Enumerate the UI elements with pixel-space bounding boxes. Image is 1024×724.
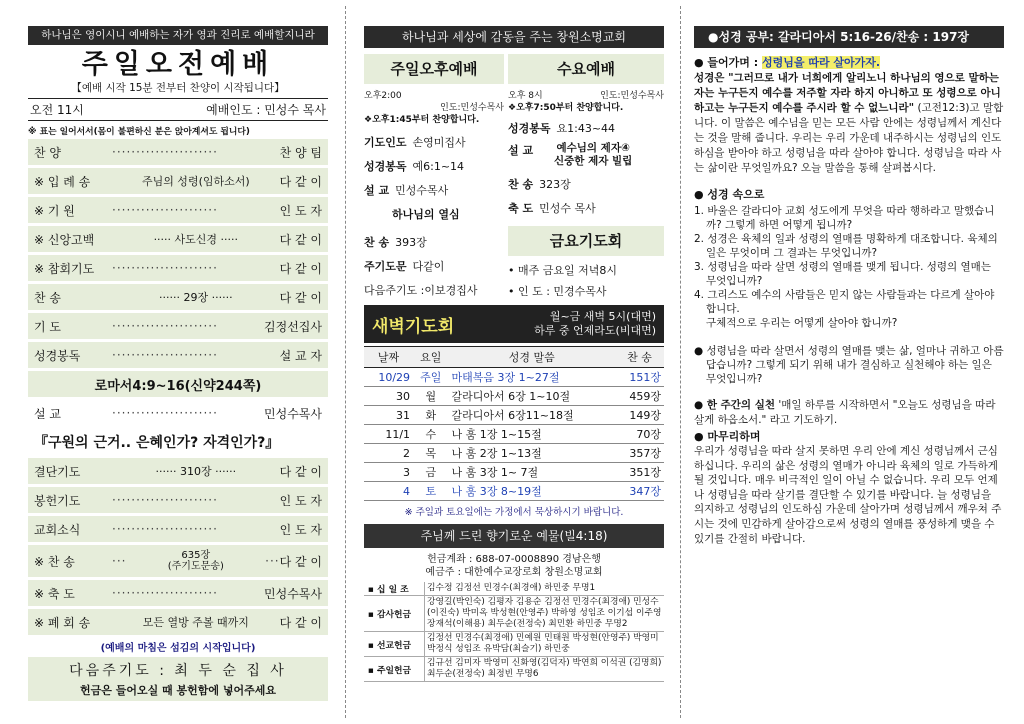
column-divider bbox=[345, 6, 346, 718]
bible-study-column bbox=[694, 0, 1004, 724]
bank-account: 헌금계좌 : 688-07-0008890 경남은행 예금주 : 대한예수교장로회 창원소명교회 bbox=[425, 554, 603, 578]
sunday-afternoon-panel: 주일오후예배 오후2:00 인도:민성수목사 ❖오후1:45부터 찬양합니다. 기도인도 손영미집사 성경봉독 예6:1~14 설 교 민성수목사 하나님의 열심 찬 송 393장 주기도문 다같이 다음주기도 :이보경집사 bbox=[364, 54, 504, 299]
offering-title: 주님께 드린 향기로운 예물(빌4:18) bbox=[364, 524, 664, 548]
order-item: 결단기도 ······ 310장 ······ 다 같 이 bbox=[28, 458, 328, 484]
inside-heading: ● 성경 속으로 bbox=[694, 188, 765, 201]
scripture-reference: 로마서4:9~16(신약244쪽) bbox=[28, 371, 328, 397]
closing-message: (예배의 마침은 섬김의 시작입니다) bbox=[100, 643, 256, 654]
order-item: ※ 찬 송 ··· 635장 (주기도문송) ··· 다 같 이 bbox=[28, 545, 328, 577]
offering-row: ▪ 주일헌금 김규선 김미자 박영미 신화영(김덕자) 박연희 이석권 (김명희) 최두순(전정숙) 최정빈 무명6 bbox=[364, 657, 664, 682]
service-leader: 예배인도 : 민성수 목사 bbox=[206, 103, 326, 117]
table-row: 4 토 나 훔 3장 8~19절 347장 bbox=[364, 482, 664, 501]
subtitle: 【예배 시작 15분 전부터 찬양이 시작됩니다】 bbox=[71, 82, 285, 94]
order-item: 찬 송 ······ 29장 ······ 다 같 이 bbox=[28, 284, 328, 310]
order-item: 찬 양 ······················ 찬 양 팀 bbox=[28, 139, 328, 165]
standing-note: ※ 표는 일어서서(몸이 불편하신 분은 앉아계셔도 됩니다) bbox=[28, 127, 250, 137]
order-item: ※ 입 례 송 주님의 성령(임하소서) 다 같 이 bbox=[28, 168, 328, 194]
friday-prayer-title: 금요기도회 bbox=[508, 226, 664, 256]
sermon-title: 『구원의 근거.. 은혜인가? 자격인가?』 bbox=[28, 429, 328, 455]
order-item: 성경봉독 ······················ 설 교 자 bbox=[28, 342, 328, 368]
reflection-bullet: ● 성령님을 따라 살면서 성령의 열매를 맺는 삶, 얼마나 귀하고 아름답습니까? 그렇게 되기 위해 내가 결심하고 실천해야 하는 일은 무엇입니까? bbox=[694, 345, 1004, 385]
order-item: 기 도 ······················ 김정선집사 bbox=[28, 313, 328, 339]
offering-row: ▪ 십 일 조 김수정 김정선 민경수(최경애) 하민중 무명1 bbox=[364, 582, 664, 596]
next-prayer: 다음주기도 : 최 두 순 집 사 bbox=[69, 663, 287, 679]
table-row: 10/29 주일 마태복음 3장 1~27절 151장 bbox=[364, 368, 664, 387]
study-question: 2. 성경은 육체의 일과 성령의 열매를 명확하게 대조합니다. 육체의 일은 무엇이며 그 결과는 무엇입니까? bbox=[694, 233, 998, 259]
weekly-practice: ● 한 주간의 실천 '매일 하루를 시작하면서 "오늘도 성령님을 따라 살게 하옵소서." 라고 기도하기. bbox=[694, 399, 996, 426]
order-item: ※ 기 원 ······················ 인 도 자 bbox=[28, 197, 328, 223]
reading-schedule-table: 날짜 요일 성경 말씀 찬 송 10/29 주일 마태복음 3장 1~27절 151장 30 월 갈라디아서 6장 1~10절 459장 31 화 갈라디아서 6장11~18절 149장 11/1 수 나 훔 1장 1~15절 70장 2 목 나 훔 2장 1~13절 357장 3 금 나 훔 3장 1~ 7절 351장 4 토 나 훔 3장 8~19절 347장 bbox=[364, 346, 664, 501]
verse-banner: 하나님은 영이시니 예배하는 자가 영과 진리로 예배할지니라 bbox=[28, 26, 328, 45]
table-row: 31 화 갈라디아서 6장11~18절 149장 bbox=[364, 406, 664, 425]
column-divider bbox=[680, 6, 681, 718]
offering-list bbox=[364, 582, 664, 682]
order-item: ※ 축 도 ······················ 민성수목사 bbox=[28, 580, 328, 606]
table-row: 11/1 수 나 훔 1장 1~15절 70장 bbox=[364, 425, 664, 444]
service-header bbox=[28, 98, 328, 121]
weekly-services-column bbox=[364, 0, 664, 724]
order-item: ※ 신앙고백 ····· 사도신경 ····· 다 같 이 bbox=[28, 226, 328, 252]
study-question: 1. 바울은 갈라디아 교회 성도에게 무엇을 따라 행하라고 말했습니까? 그렇게 하면 어떻게 됩니까? bbox=[694, 205, 995, 231]
table-row: 2 목 나 훔 2장 1~13절 357장 bbox=[364, 444, 664, 463]
dawn-prayer-header: 새벽기도회 월~금 새벽 5시(대면) 하루 중 언제라도(비대면) bbox=[364, 305, 664, 343]
study-banner: ●성경 공부: 갈라디아서 5:16-26/찬송 : 197장 bbox=[694, 26, 1004, 48]
study-question: 4. 그리스도 예수의 사람들은 믿지 않는 사람들과는 다르게 살아야 합니다. bbox=[694, 289, 995, 315]
order-item: 봉헌기도 ······················ 인 도 자 bbox=[28, 487, 328, 513]
question-4-followup: 구체적으로 우리는 어떻게 살아야 합니까? bbox=[706, 317, 898, 329]
wednesday-panel: 수요예배 오후 8시 인도:민성수목사 ❖오후7:50부터 찬양합니다. 성경봉독 요1:43~44 설 교 예수님의 제자④ 신중한 제자 빌립 찬 송 323장 축 도 민성수 목사 금요기도회 • 매주 금요일 저녁8시 • 인 도 : 민경수목사 bbox=[508, 54, 664, 299]
study-question: 3. 성령님을 따라 살면 성령의 열매를 맺게 됩니다. 성령의 열매는 무엇입니까? bbox=[694, 261, 991, 287]
order-item: ※ 폐 회 송 모든 열방 주볼 때까지 다 같 이 bbox=[28, 609, 328, 635]
closing-text: 우리가 성령님을 따라 살지 못하면 우리 안에 계신 성령님께서 근심하십니다. 우리의 삶은 성령의 열매가 아니라 육체의 일로 가득하게 될 것입니다. 매우 비극적인 일이 아닐 수 없습니다. 우리 모두 언제나 성령님을 따라 살기를 결단할 수 있기를 바랍니다. 늘 성령님을 의지하고 성령님의 인도하심 가운데 살아가며 성령님께서 깨우쳐 주시는 것에 민감하게 살아감으로써 성령의 열매를 풍성하게 맺을 수 있기를 간절히 바랍니다. bbox=[694, 445, 1002, 545]
morning-service-column bbox=[28, 0, 328, 724]
footer-box bbox=[28, 657, 328, 701]
order-item: 설 교 ······················ 민성수목사 bbox=[28, 400, 328, 426]
order-item: 교회소식 ······················ 인 도 자 bbox=[28, 516, 328, 542]
offering-row: ▪ 선교헌금 김정선 민경수(최경애) 민예원 민태원 박성현(안영주) 박영미 박정식 성임조 유박담(최슬기) 하민중 bbox=[364, 632, 664, 657]
table-row: 3 금 나 훔 3장 1~ 7절 351장 bbox=[364, 463, 664, 482]
table-note: ※ 주일과 토요일에는 가정에서 묵상하시기 바랍니다. bbox=[404, 507, 624, 518]
intro-text: 성경은 "그러므로 내가 너희에게 알리노니 하나님의 영으로 말하는 자는 누구든지 예수를 저주할 자라 하지 아니하고 또 성령으로 아니하고는 누구든지 예수를 주시라 할 수 없느니라" (고전12:3)고 말합니다. 이 말씀은 예수님을 믿는 모든 사람 안에는 성령님께서 계신다는 것을 말해 줍니다. 우리는 우리 가운데 내주하시는 성령님의 인도하심을 받아야 하고 성령님을 따라 살아야 합니다. 성령님을 따라 사는 삶이란 무엇일까요? 오늘 말씀을 통해 살펴봅시다. bbox=[694, 72, 1004, 174]
table-row: 30 월 갈라디아서 6장 1~10절 459장 bbox=[364, 387, 664, 406]
offering-note: 헌금은 들어오실 때 봉헌함에 넣어주세요 bbox=[80, 684, 276, 697]
offering-row: ▪ 감사헌금 강영길(박인숙) 김평자 김용순 김정선 민경수(최경애) 민성수(이진숙) 박미옥 박성현(안영주) 박하영 성임조 이기섭 이주영 장재석(이해용) 최두순(전정숙) 최민환 하민중 무명2 bbox=[364, 596, 664, 632]
order-item: ※ 참회기도 ······················ 다 같 이 bbox=[28, 255, 328, 281]
closing-heading: ● 마무리하며 bbox=[694, 430, 761, 443]
service-time: 오전 11시 bbox=[30, 103, 84, 117]
intro-heading: ● 들어가며 : 성령님을 따라 살아가자. bbox=[694, 56, 881, 69]
page-title: 주일오전예배 bbox=[81, 49, 275, 80]
church-banner: 하나님과 세상에 감동을 주는 창원소명교회 bbox=[364, 26, 664, 48]
